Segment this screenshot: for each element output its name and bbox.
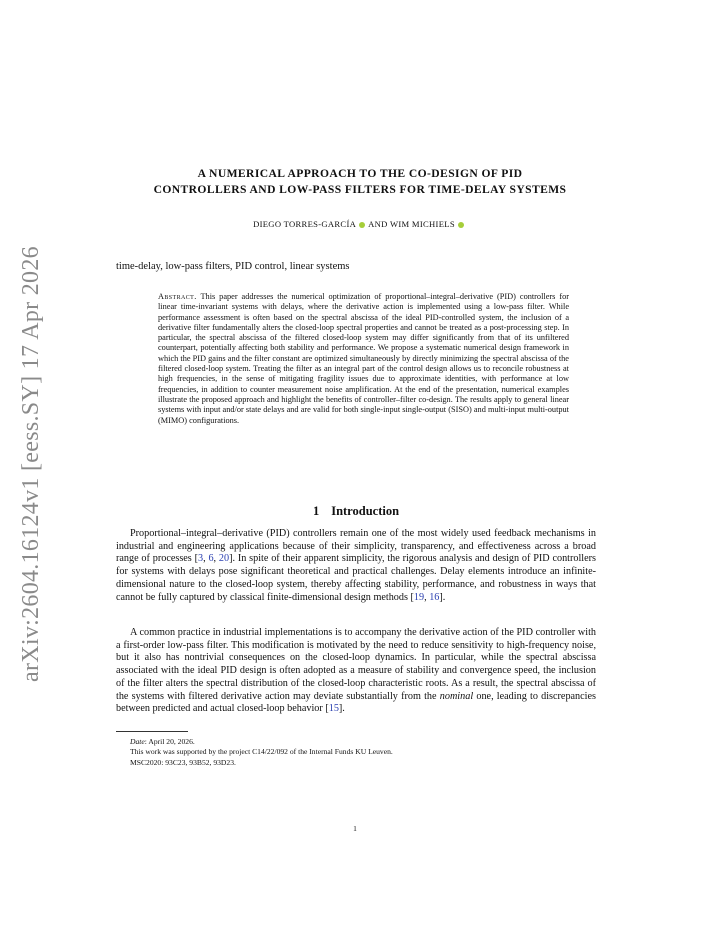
abstract-label: Abstract. bbox=[158, 292, 197, 301]
title-line-2: CONTROLLERS AND LOW-PASS FILTERS FOR TIME-DELAY SYSTEMS bbox=[153, 183, 567, 196]
date-label: Date bbox=[130, 737, 145, 746]
section-title: Introduction bbox=[331, 504, 400, 518]
paragraph-text: A common practice in industrial implementations is to accompany the derivative action of the PID controller with a first-order low-pass filter. This modification is motivated by the need to reduce sensitivity to high-frequency noise, but it also has nontrivial consequences on the closed-loop dynamics. In particular, while the spectral abscissa associated with the ideal PID design is often adopted as a measure of stability and convergence speed, the inclusion of the filter alters the spectral distribution of the closed-loop characteristic roots. As a result, the spectral abscissa of the systems with filtered derivative action may deviate substantially from the bbox=[116, 627, 596, 702]
arxiv-identifier-text: arXiv:2604.16124v1 [eess.SY] 17 Apr 2026 bbox=[18, 246, 44, 682]
orcid-icon[interactable] bbox=[359, 222, 365, 228]
paragraph-text: ]. In spite of their apparent simplicity, the rigorous analysis and design of PID controllers for systems with delays pose significant theoretical and practical challenges. Delay elements introduce an infinite-dimensional nature to the closed-loop system, thereby affecting stability, performance, and robustness in ways that cannot be fully captured by classical finite-dimensional design methods [ bbox=[116, 553, 597, 603]
abstract bbox=[158, 292, 569, 426]
citation-link[interactable]: 19 bbox=[413, 591, 425, 603]
abstract-text: This paper addresses the numerical optimization of proportional–integral–derivative (PID) controllers for linear time-invariant systems with delays, where the derivative action is implemented using a low-pass filter. While performance assessment is often based on the spectral abscissa of the ideal PID-controlled system, the inclusion of a derivative filter fundamentally alters the closed-loop spectral properties and cannot be treated as a post-processing step. In particular, the spectral abscissa of the filtered closed-loop system may differ significantly from that of its unfiltered counterpart, potentially affecting both stability and performance. We propose a systematic numerical design framework in which the PID gains and the filter constant are optimized simultaneously by directly minimizing the spectral abscissa of the filtered closed-loop system. Treating the filter as an integral part of the control design allows us to reconcile robustness at high frequencies, in the sense of mitigating fragility issues due to approximate identities, with performance at low frequencies, in addition to counter measurement noise amplification. At the end of the presentation, numerical examples illustrate the proposed approach and highlight the benefits of controller–filter co-design. The results apply to general linear systems with input and/or state delays and are valid for both single-input single-output (SISO) and multi-input multi-output (MIMO) configurations. bbox=[158, 292, 569, 425]
paragraph-text: Proportional–integral–derivative (PID) controllers remain one of the most widely used feedback mechanisms in industrial and engineering applications because of their simplicity, transparency, and effectiveness across a broad range of processes [ bbox=[116, 528, 596, 565]
paragraph-text: , bbox=[213, 553, 219, 565]
footnote-support: This work was supported by the project C14/22/092 of the Internal Funds KU Leuven. bbox=[130, 747, 393, 757]
author-first: DIEGO TORRES-GARCÍA bbox=[253, 219, 357, 229]
page-number: 1 bbox=[353, 824, 357, 833]
citation-link[interactable]: 16 bbox=[429, 591, 440, 603]
author-list bbox=[100, 219, 620, 229]
paragraph-text: , bbox=[203, 553, 209, 565]
keywords: time-delay, low-pass filters, PID control, linear systems bbox=[116, 261, 350, 272]
emphasis-text: nominal bbox=[439, 690, 474, 702]
footnote-divider bbox=[116, 731, 188, 732]
section-heading bbox=[116, 504, 596, 519]
section-number: 1 bbox=[312, 504, 320, 518]
author-second: WIM MICHIELS bbox=[389, 219, 455, 229]
citation-link[interactable]: 15 bbox=[328, 703, 339, 715]
paragraph-text: ]. bbox=[338, 703, 345, 715]
footnotes bbox=[130, 737, 393, 768]
citation-link[interactable]: 20 bbox=[218, 553, 230, 565]
title-line-1: A NUMERICAL APPROACH TO THE CO-DESIGN OF PID bbox=[197, 167, 523, 180]
paragraph-text: , bbox=[424, 591, 430, 603]
arxiv-identifier-stamp bbox=[18, 246, 54, 682]
author-connector: AND bbox=[368, 219, 388, 229]
orcid-icon[interactable] bbox=[458, 222, 464, 228]
paragraph-text: one, leading to discrepancies between predicted and actual closed-loop behavior [ bbox=[116, 690, 596, 715]
citation-link[interactable]: 6 bbox=[208, 553, 214, 565]
date-value: : April 20, 2026. bbox=[144, 737, 195, 746]
footnote-date bbox=[130, 737, 393, 747]
intro-paragraph-1 bbox=[116, 528, 596, 604]
footnote-msc: MSC2020: 93C23, 93B52, 93D23. bbox=[130, 757, 236, 767]
paragraph-text: ]. bbox=[439, 591, 446, 603]
citation-link[interactable]: 3 bbox=[197, 553, 204, 565]
paper-title bbox=[100, 166, 620, 198]
intro-paragraph-2 bbox=[116, 627, 596, 716]
